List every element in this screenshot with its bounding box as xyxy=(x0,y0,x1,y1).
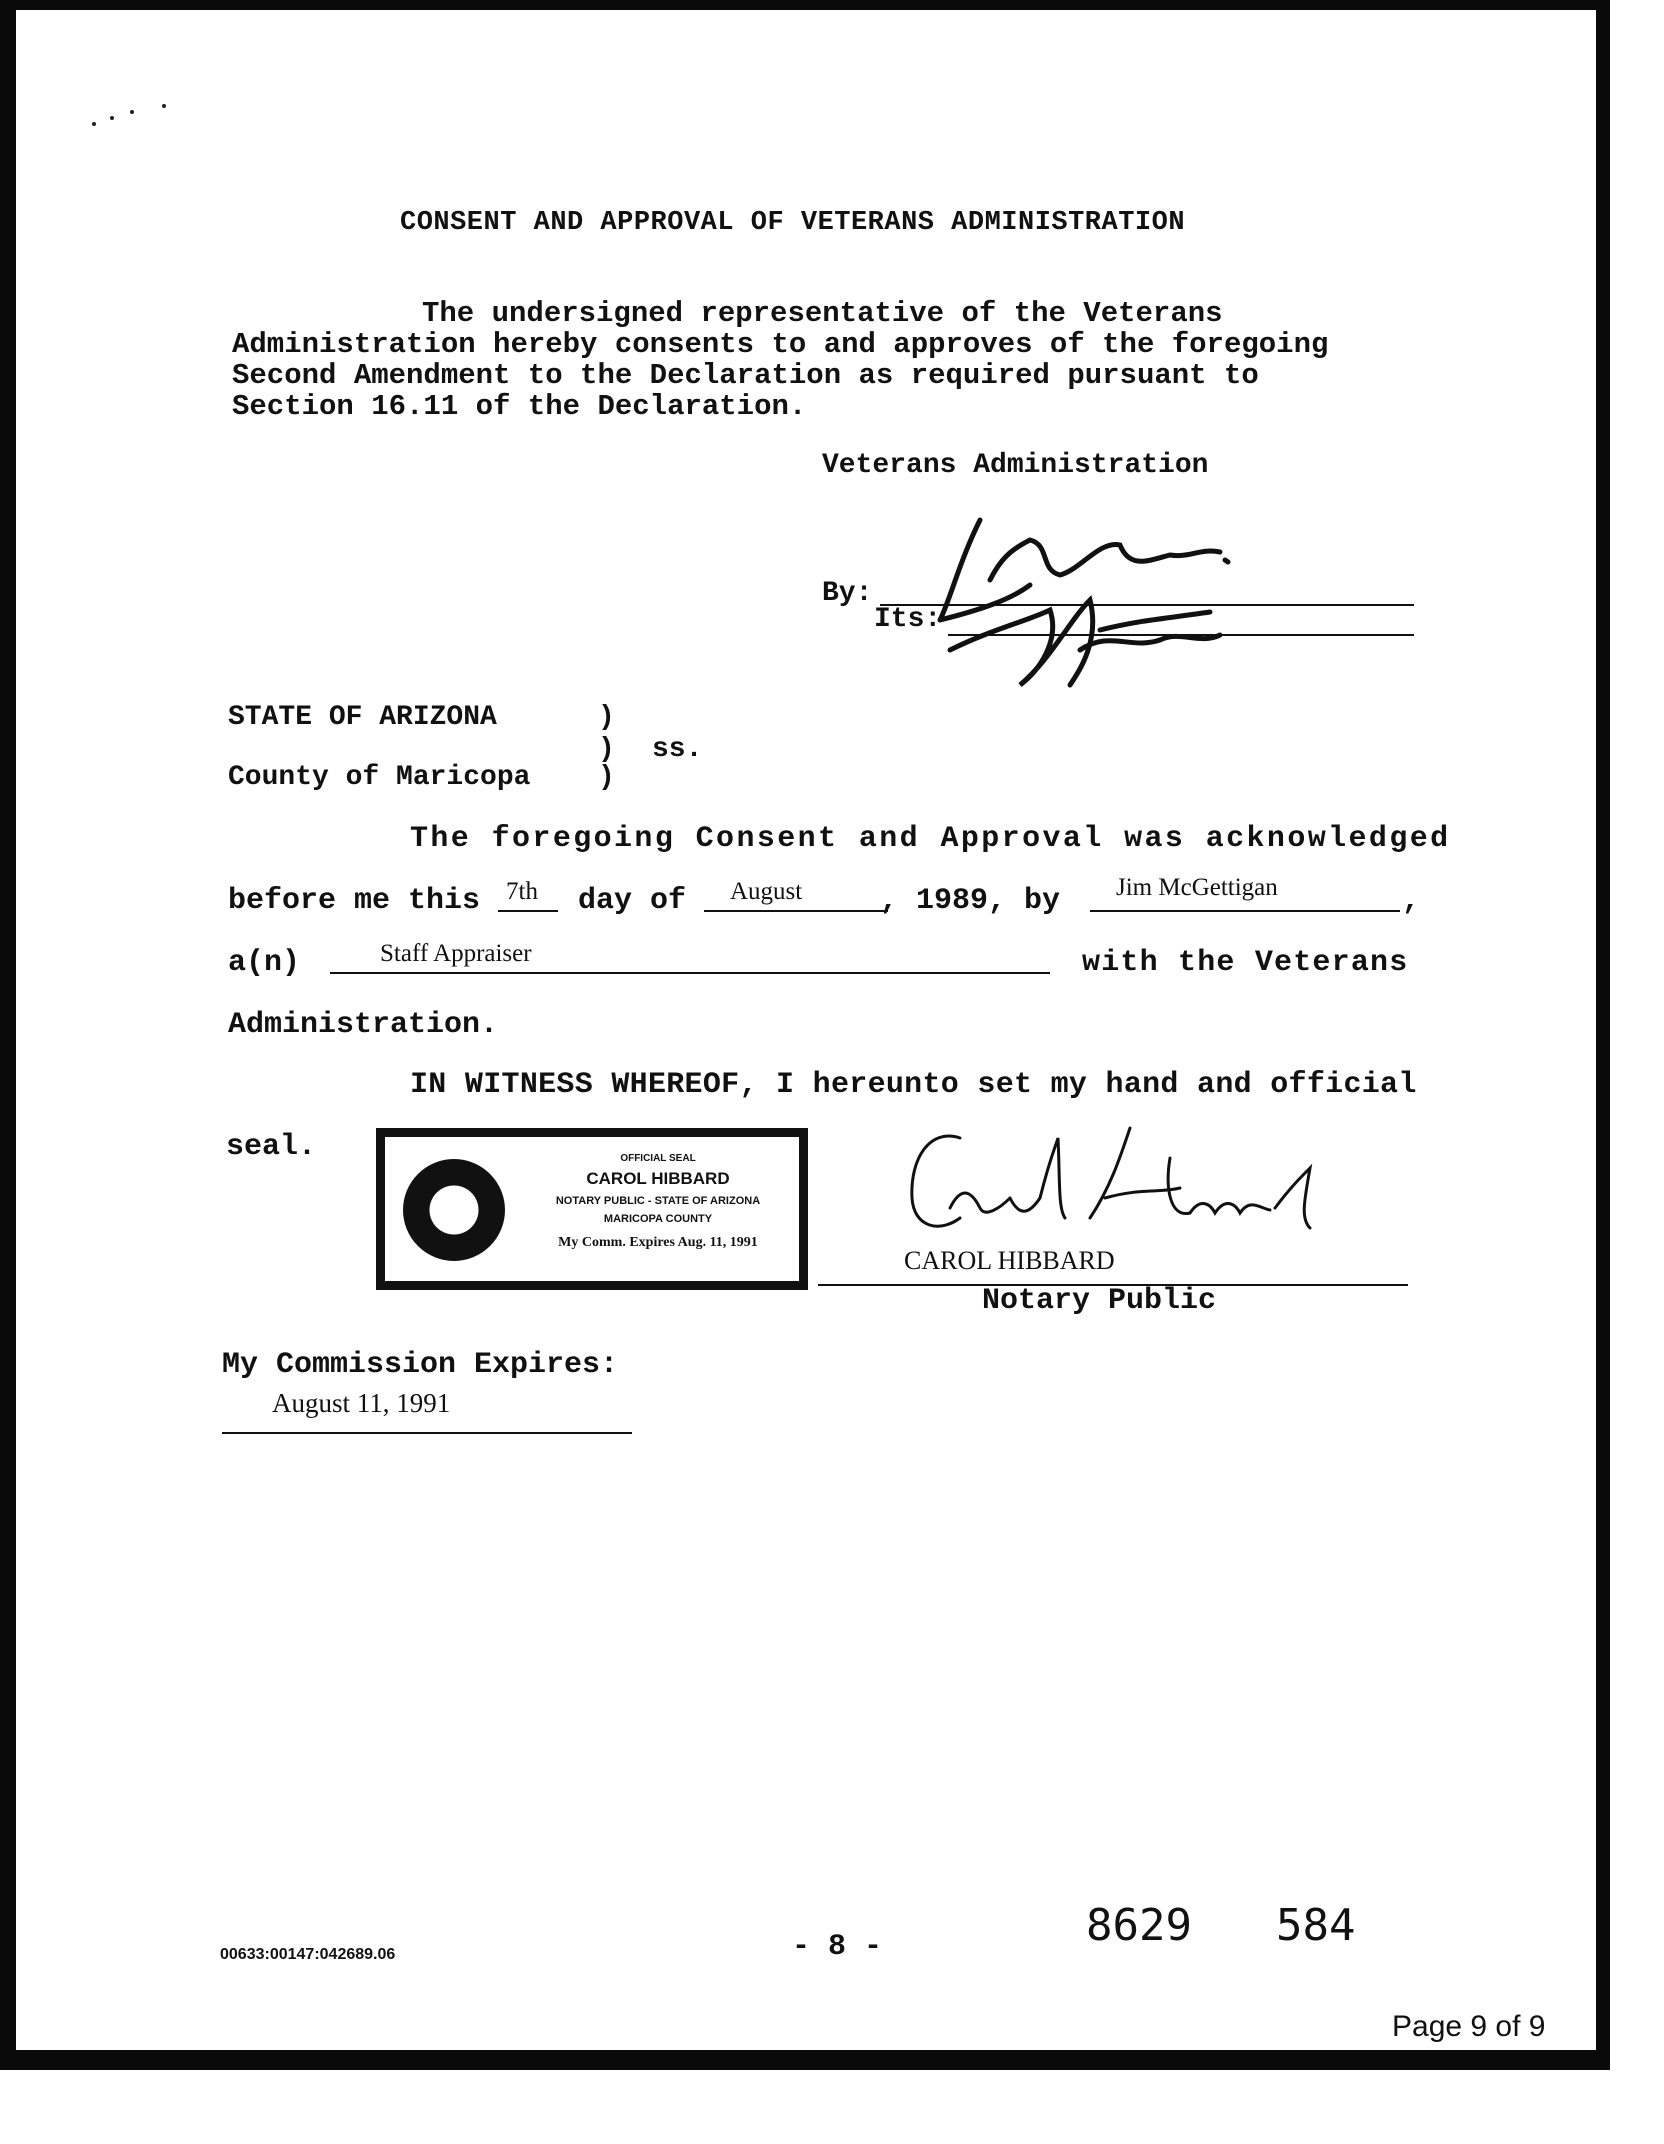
va-representative-signature xyxy=(920,500,1280,690)
before-me-label: before me this xyxy=(228,884,481,918)
title-blank-line xyxy=(330,972,1050,974)
its-label: Its: xyxy=(874,604,942,635)
stamp-number-right: 584 xyxy=(1276,1900,1356,1951)
organization-name: Veterans Administration xyxy=(822,450,1209,481)
seal-line: NOTARY PUBLIC - STATE OF ARIZONA xyxy=(555,1195,761,1207)
scan-speck xyxy=(162,104,166,108)
by-label: By: xyxy=(822,578,873,609)
day-blank-line xyxy=(498,910,558,912)
stamp-number-left: 8629 xyxy=(1086,1900,1192,1951)
seal-line: MARICOPA COUNTY xyxy=(603,1213,713,1225)
page-number: - 8 - xyxy=(792,1930,883,1964)
commission-date: August 11, 1991 xyxy=(272,1388,451,1418)
scan-border-left xyxy=(0,0,16,2070)
seal-line: OFFICIAL SEAL xyxy=(620,1153,696,1164)
month-value: August xyxy=(730,878,803,905)
document-title: CONSENT AND APPROVAL OF VETERANS ADMINISTRATION xyxy=(400,208,1186,238)
venue-ss: ss. xyxy=(652,734,703,765)
scan-border-right xyxy=(1596,0,1610,2070)
state-seal-emblem-icon xyxy=(403,1159,505,1261)
administration-word: Administration. xyxy=(228,1008,499,1042)
notary-signature xyxy=(890,1118,1350,1248)
witness-line: IN WITNESS WHEREOF, I hereunto set my hand and official xyxy=(410,1068,1417,1102)
with-the-veterans: with the Veterans xyxy=(1082,946,1409,980)
venue-paren: ) xyxy=(598,734,615,765)
scan-speck xyxy=(110,116,114,120)
scan-border-bottom xyxy=(0,2050,1610,2070)
scan-speck xyxy=(130,110,134,114)
commission-label: My Commission Expires: xyxy=(222,1348,619,1382)
seal-line: CAROL HIBBARD xyxy=(586,1169,730,1188)
consent-line: Administration hereby consents to and approves of the foregoing xyxy=(232,328,1329,361)
consent-line: Section 16.11 of the Declaration. xyxy=(232,390,807,423)
notary-name: CAROL HIBBARD xyxy=(904,1246,1115,1275)
seal-line: My Comm. Expires Aug. 11, 1991 xyxy=(558,1235,758,1250)
name-blank-line xyxy=(1090,910,1400,912)
year-by-label: , 1989, by xyxy=(880,884,1061,918)
consent-line: Second Amendment to the Declaration as required pursuant to xyxy=(232,359,1259,392)
document-code: 00633:00147:042689.06 xyxy=(220,1946,396,1963)
notary-seal-stamp xyxy=(376,1128,808,1290)
consent-paragraph xyxy=(232,298,1432,422)
scan-border-top xyxy=(0,0,1610,10)
scan-speck xyxy=(92,122,96,126)
acknowledger-name-value: Jim McGettigan xyxy=(1116,874,1278,901)
venue-county: County of Maricopa xyxy=(228,762,531,793)
seal-word: seal. xyxy=(226,1130,317,1164)
day-value: 7th xyxy=(506,878,538,905)
day-of-label: day of xyxy=(578,884,687,918)
venue-paren: ) xyxy=(598,702,615,733)
title-value: Staff Appraiser xyxy=(380,940,532,967)
acknowledgment-line-1: The foregoing Consent and Approval was acknowledged xyxy=(410,822,1451,856)
consent-line: The undersigned representative of the Veterans xyxy=(422,297,1223,330)
comma: , xyxy=(1402,884,1421,918)
month-blank-line xyxy=(704,910,888,912)
venue-state: STATE OF ARIZONA xyxy=(228,702,497,733)
commission-line xyxy=(222,1432,632,1434)
venue-paren: ) xyxy=(598,762,615,793)
notary-title: Notary Public xyxy=(982,1284,1217,1318)
an-label: a(n) xyxy=(228,946,301,980)
page-count: Page 9 of 9 xyxy=(1392,2010,1546,2043)
